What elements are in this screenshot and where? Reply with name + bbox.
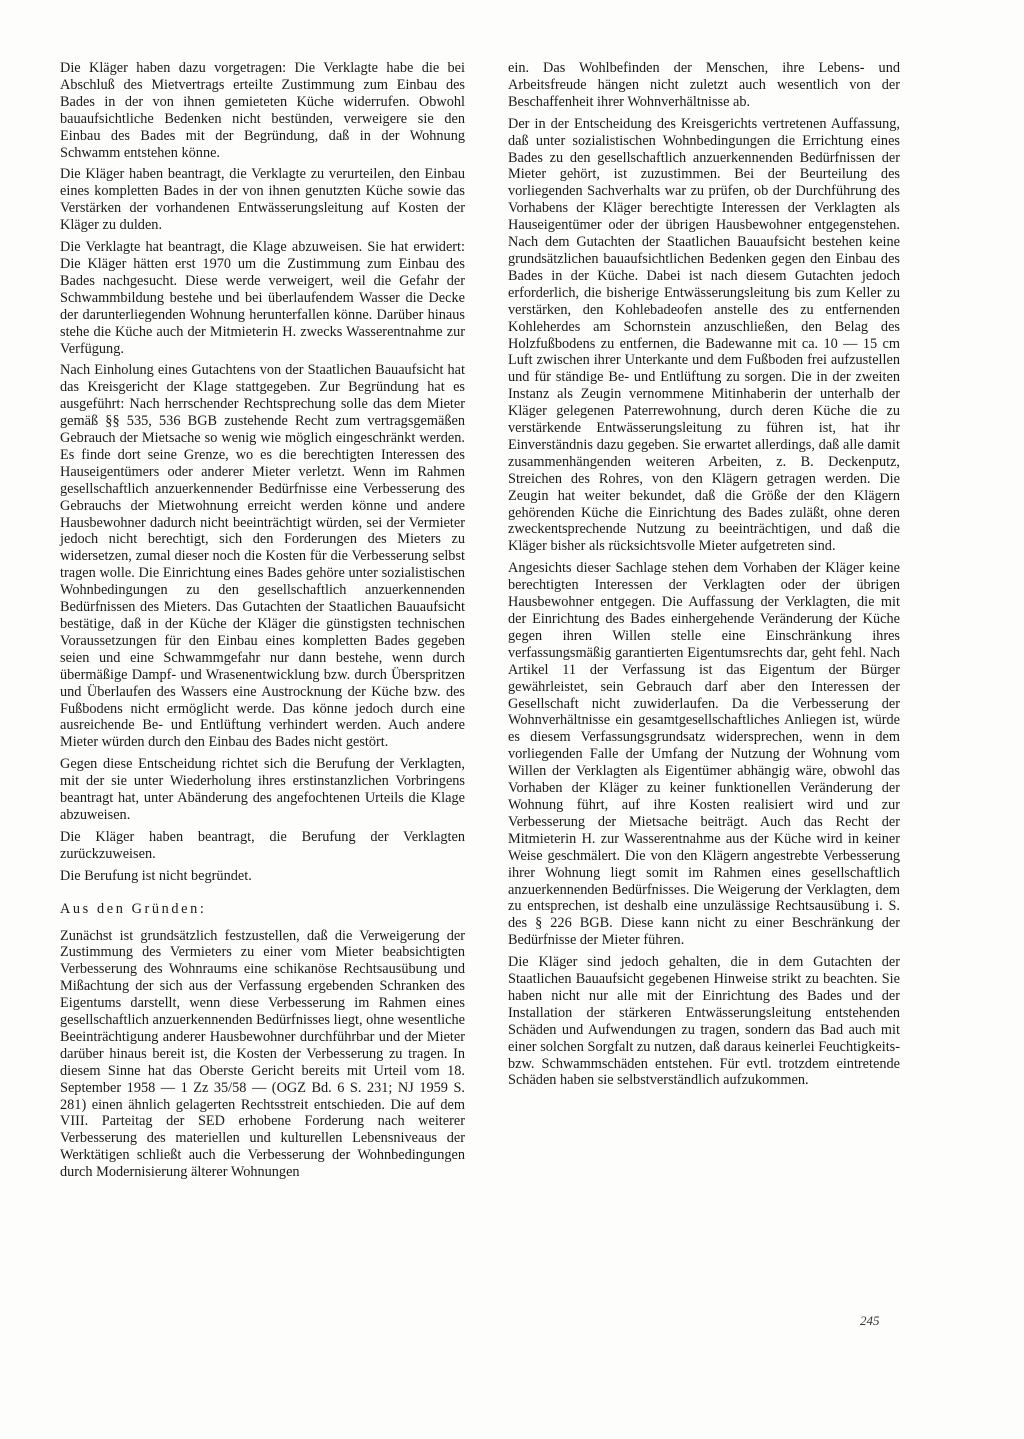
paragraph: Der in der Entscheidung des Kreisgerichts vertretenen Auffassung, daß unter sozialistischen Wohnbedingungen die Errichtung eines Bades zu den gesellschaftlich anzuerkennenden Bedürfnissen der Mieter gehört, ist zuzustimmen. Bei der Beurteilung des vorliegenden Sachverhalts war zu prüfen, ob der Durchführung des Vorhabens der Kläger berechtigte Interessen der Verklagten als Hauseigentümer oder der übrigen Hausbewohner entgegenstehen. Nach dem Gutachten der Staatlichen Bauaufsicht bestehen keine grundsätzlichen bauaufsichtlichen Bedenken gegen den Einbau des Bades in der Küche. Dabei ist nach diesem Gutachten jedoch erforderlich, die bisherige Entwässerungsleitung bis zum Keller zu verstärken, den Kohlebadeofen anstelle des zu entfernenden Kohleherdes am Schornstein anzuschließen, den Belag des Holzfußbodens zu entfernen, die Badewanne mit ca. 10 — 15 cm Luft zwischen ihrer Unterkante und dem Fußboden frei aufzustellen und für ständige Be- und Entlüftung zu sorgen. Die in der zweiten Instanz als Zeugin vernommene Mitinhaberin der unterhalb der Kläger gelegenen Paterrewohnung, durch deren Küche die zu verstärkende Entwässerungsleitung zu führen ist, hat ihr Einverständnis dazu gegeben. Sie erwartet allerdings, daß alle damit zusammenhängenden weiteren Arbeiten, z. B. Deckenputz, Streichen des Rohres, von den Klägern getragen werden. Die Zeugin hat weiter bekundet, daß die Größe der den Klägern gehörenden Küche die Einrichtung des Bades zuläßt, ohne deren zweckentsprechende Nutzung zu beeinträchtigen, und daß die Kläger bisher als rücksichtsvolle Mieter aufgetreten sind. bbox=[508, 115, 900, 555]
paragraph: Zunächst ist grundsätzlich festzustellen, daß die Verweigerung der Zustimmung des Vermieters zu einer vom Mieter beabsichtigten Verbesserung des Wohnraums eine schikanöse Rechtsausübung und Mißachtung der sich aus der Verfassung ergebenden Schranken des Eigentums darstellt, wenn diese Verbesserung im Rahmen eines gesellschaftlich anzuerkennenden Bedürfnisses liegt, ohne wesentliche Beeinträchtigung anderer Hausbewohner durchführbar und der Mieter darüber hinaus bereit ist, die Kosten der Verbesserung zu tragen. In diesem Sinne hat das Oberste Gericht bereits mit Urteil vom 18. September 1958 — 1 Zz 35/58 — (OGZ Bd. 6 S. 231; NJ 1959 S. 281) einen ähnlich gelagerten Rechtsstreit entschieden. Die auf dem VIII. Parteitag der SED erhobene Forderung nach weiterer Verbesserung des materiellen und kulturellen Lebensniveaus der Werktätigen schließt auch die Verbesserung der Wohnbedingungen durch Modernisierung älterer Wohnungen bbox=[60, 927, 465, 1181]
paragraph: Die Verklagte hat beantragt, die Klage abzuweisen. Sie hat erwidert: Die Kläger hätten erst 1970 um die Zustimmung zum Einbau des Bades nachgesucht. Diese werde verweigert, weil die Gefahr der Schwammbildung bestehe und bei überlaufendem Wasser die Decke der darunterliegenden Wohnung herunterfallen könne. Darüber hinaus stehe die Küche auch der Mitmieterin H. zwecks Wasserentnahme zur Verfügung. bbox=[60, 239, 465, 357]
paragraph: Angesichts dieser Sachlage stehen dem Vorhaben der Kläger keine berechtigten Interessen der Verklagten oder der übrigen Hausbewohner entgegen. Die Auffassung der Verklagten, die mit der Einrichtung des Bades einhergehende Veränderung der Küche gegen ihren Willen stelle eine Einschränkung ihres verfassungsmäßig garantierten Eigentumsrechts dar, geht fehl. Nach Artikel 11 der Verfassung ist das Eigentum der Bürger gewährleistet, sein Gebrauch darf aber den Interessen der Gesellschaft nicht zuwiderlaufen. Da die Verbesserung der Wohnverhältnisse ein gesamtgesellschaftliches Anliegen ist, würde es diesem Verfassungsgrundsatz widersprechen, wenn in dem vorliegenden Falle der Umfang der Nutzung der Wohnung vom Willen der Verklagten als Eigentümer abhängig wäre, obwohl das Vorhaben der Kläger zu keiner funktionellen Veränderung der Wohnung führt, auf ihre Kosten realisiert wird und zur Verbesserung der Mietsache beiträgt. Auch das Recht der Mitmieterin H. zur Wasserentnahme aus der Küche wird in keiner Weise geschmälert. Die von den Klägern angestrebte Verbesserung ihrer Wohnung liegt somit im Rahmen eines gesellschaftlich anzuerkennenden Bedürfnisses. Die Weigerung der Verklagten, dem zu entsprechen, ist deshalb eine unzulässige Rechtsausübung i. S. des § 226 BGB. Diese kann nicht zu einer Beschränkung der Bedürfnisse der Mieter führen. bbox=[508, 560, 900, 949]
paragraph: Die Kläger haben beantragt, die Verklagte zu verurteilen, den Einbau eines kompletten Bades in der von ihnen genutzten Küche sowie das Verstärken der vorhandenen Entwässerungsleitung auf Kosten der Kläger zu dulden. bbox=[60, 166, 465, 234]
page-number: 245 bbox=[860, 1313, 880, 1328]
paragraph: Gegen diese Entscheidung richtet sich die Berufung der Verklagten, mit der sie unter Wiederholung ihres erstinstanzlichen Vorbringens beantragt hat, unter Abänderung des angefochtenen Urteils die Klage abzuweisen. bbox=[60, 756, 465, 823]
paragraph: Die Kläger haben dazu vorgetragen: Die Verklagte habe die bei Abschluß des Mietvertrags erteilte Zustimmung zum Einbau des Bades in der von ihnen gemieteten Küche widerrufen. Obwohl bauaufsichtliche Bedenken nicht bestünden, verweigere sie den Einbau des Bades mit der Begründung, daß in der Wohnung Schwamm entstehen könne. bbox=[60, 60, 465, 161]
paragraph: Die Kläger sind jedoch gehalten, die in dem Gutachten der Staatlichen Bauaufsicht gegebenen Hinweise strikt zu beachten. Sie haben nicht nur alle mit der Einrichtung des Bades und der Installation der stärkeren Entwässerungsleitung entstehenden Schäden und Aufwendungen zu tragen, sondern das Bad auch mit einer solchen Sorgfalt zu nutzen, daß daraus keinerlei Feuchtigkeits- bzw. Schwammschäden entstehen. Für evtl. trotzdem eintretende Schäden haben sie selbstverständlich aufzukommen. bbox=[508, 954, 900, 1089]
paragraph: Nach Einholung eines Gutachtens von der Staatlichen Bauaufsicht hat das Kreisgericht der Klage stattgegeben. Zur Begründung hat es ausgeführt: Nach herrschender Rechtsprechung solle das dem Mieter gemäß §§ 535, 536 BGB zustehende Recht zum vertragsgemäßen Gebrauch der Mietsache so wenig wie möglich eingeschränkt werden. Es finde dort seine Grenze, wo es die berechtigten Interessen des Hauseigentümers oder anderer Mieter verletzt. Wenn im Rahmen gesellschaftlich anzuerkennender Bedürfnisse eine Verbesserung des Gebrauchs der Mietwohnung erreicht werden könne und andere Hausbewohner dadurch nicht beeinträchtigt würden, sei der Vermieter jedoch nicht berechtigt, sich den Forderungen des Mieters zu widersetzen, zumal dieser noch die Kosten für die Verbesserung selbst tragen wolle. Die Einrichtung eines Bades gehöre unter sozialistischen Wohnbedingungen zu den gesellschaftlich anzuerkennenden Bedürfnissen des Mieters. Das Gutachten der Staatlichen Bauaufsicht bestätige, daß in der Küche der Kläger die günstigsten technischen Voraussetzungen für den Einbau eines kompletten Bades gegeben seien und eine Schwammgefahr nur dann bestehe, wenn durch übermäßige Dampf- und Wrasenentwicklung bzw. durch Überspritzen und Überlaufen des Wassers eine Austrocknung der Küche bzw. des Fußbodens nicht ermöglicht werde. Das könne jedoch durch eine ausreichende Be- und Entlüftung verhindert werden. Auch andere Mieter würden durch den Einbau des Bades nicht gestört. bbox=[60, 362, 465, 751]
paragraph: Die Kläger haben beantragt, die Berufung der Verklagten zurückzuweisen. bbox=[60, 828, 465, 862]
section-heading: Aus den Gründen: bbox=[60, 900, 207, 917]
paragraph: Die Berufung ist nicht begründet. bbox=[60, 867, 252, 884]
right-column bbox=[508, 60, 900, 1094]
left-column bbox=[60, 60, 465, 1186]
paragraph: ein. Das Wohlbefinden der Menschen, ihre Lebens- und Arbeitsfreude hängen nicht zuletzt auch wesentlich von der Beschaffenheit ihrer Wohnverhältnisse ab. bbox=[508, 60, 900, 110]
